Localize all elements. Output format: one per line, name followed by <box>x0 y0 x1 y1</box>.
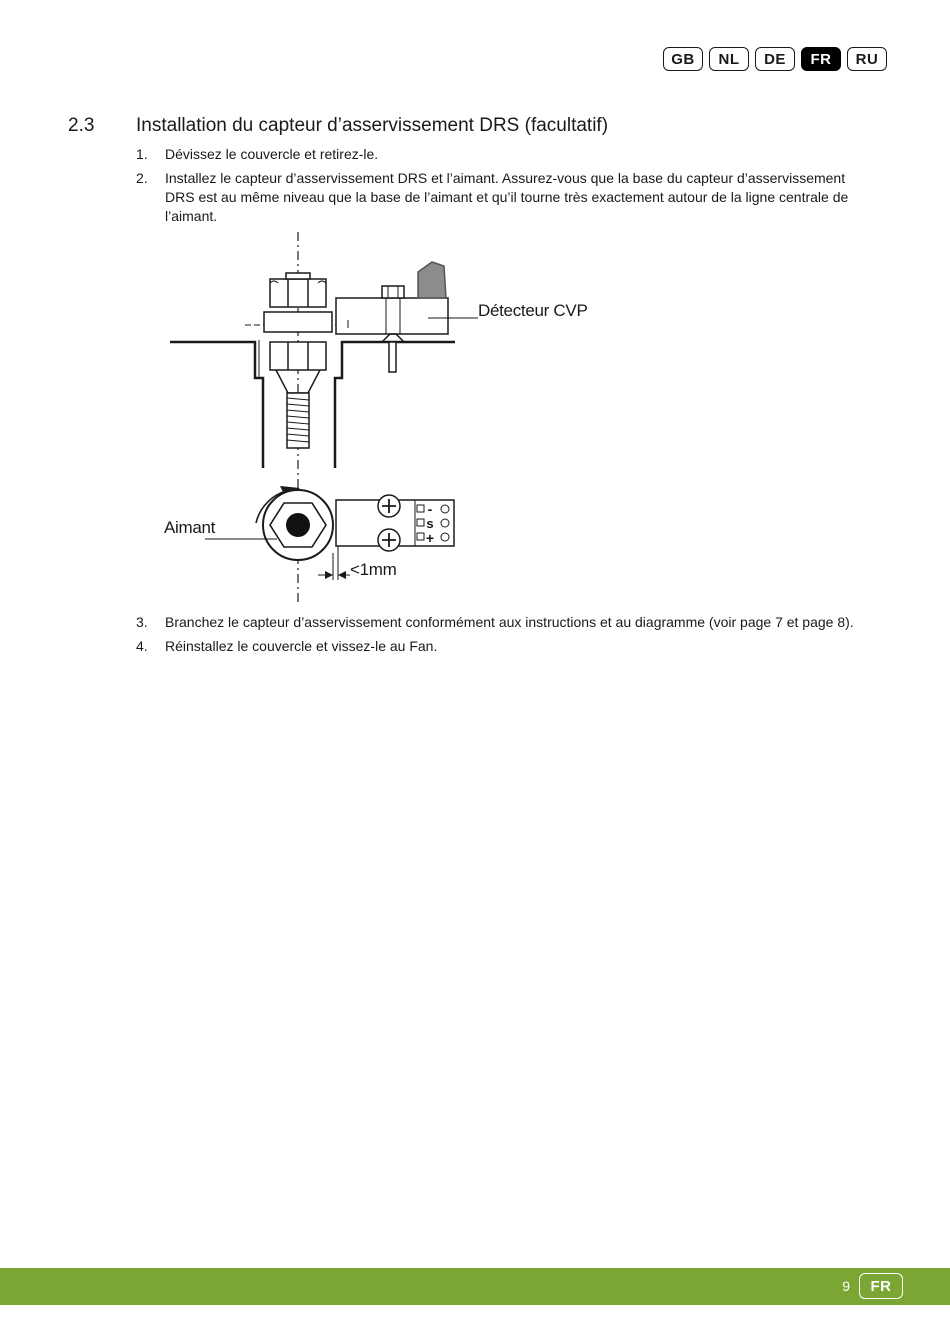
label-magnet: Aimant <box>164 518 216 537</box>
lang-tab-fr[interactable]: FR <box>801 47 841 71</box>
step-item <box>136 169 866 226</box>
step-text: Dévissez le couvercle et retirez-le. <box>165 146 379 162</box>
language-nav <box>663 47 887 71</box>
label-detector: Détecteur CVP <box>478 301 588 320</box>
label-gap: <1mm <box>350 560 397 579</box>
step-number: 2. <box>136 170 148 186</box>
lang-tab-ru[interactable]: RU <box>847 47 887 71</box>
step-item <box>136 637 866 656</box>
lang-tab-gb[interactable]: GB <box>663 47 703 71</box>
step-item <box>136 613 866 632</box>
section-number: 2.3 <box>68 115 95 136</box>
terminal-minus: - <box>427 501 433 517</box>
step-item <box>136 145 866 164</box>
lang-tab-de[interactable]: DE <box>755 47 795 71</box>
terminal-plus: + <box>425 530 435 546</box>
footer-bar <box>0 1268 950 1305</box>
step-number: 1. <box>136 146 148 162</box>
section-title: Installation du capteur d’asservissement DRS (facultatif) <box>136 115 609 136</box>
diagram-drawing <box>160 228 640 610</box>
page-number: 9 <box>842 1278 850 1294</box>
step-number: 4. <box>136 638 148 654</box>
step-number: 3. <box>136 614 148 630</box>
steps-list-top <box>136 145 866 226</box>
lang-tab-nl[interactable]: NL <box>709 47 749 71</box>
step-text: Installez le capteur d’asservissement DRS et l’aimant. Assurez-vous que la base du capteur d’asservissement DRS est au même niveau que la base de l’aimant et qu’il tourne très exactement autour de la ligne centrale de l’aimant. <box>165 170 849 224</box>
step-text: Branchez le capteur d’asservissement conformément aux instructions et au diagramme (voir page 7 et page 8). <box>165 614 854 630</box>
terminal-signal: s <box>426 516 434 531</box>
step-text: Réinstallez le couvercle et vissez-le au Fan. <box>165 638 438 654</box>
footer-language-badge: FR <box>859 1273 903 1299</box>
steps-list-bottom <box>136 613 866 656</box>
installation-diagram <box>160 228 640 610</box>
